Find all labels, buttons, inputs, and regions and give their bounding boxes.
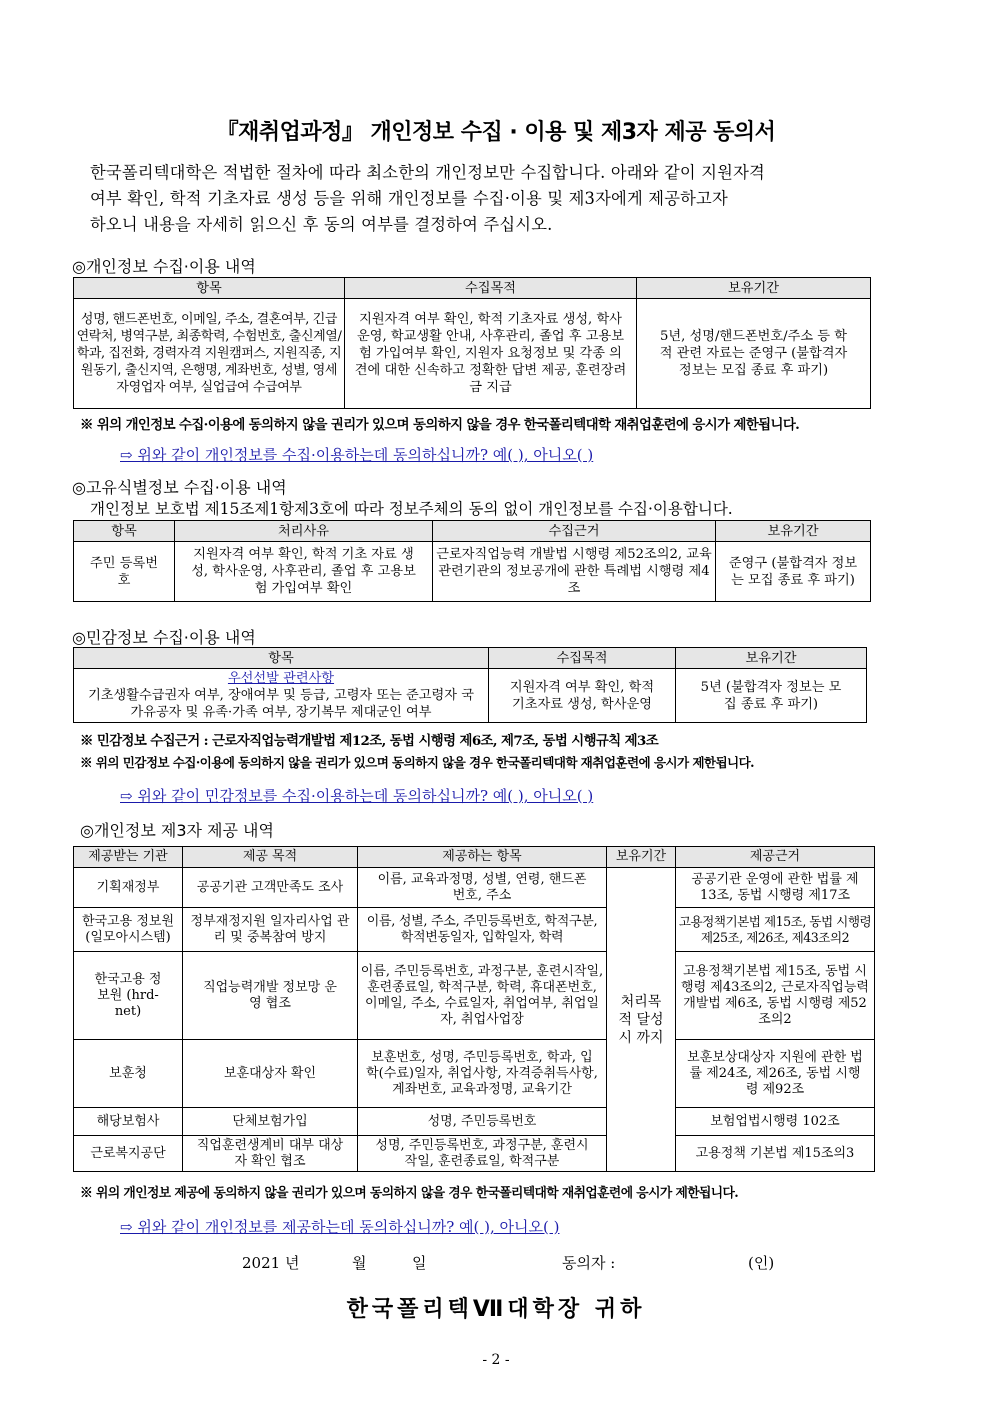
third-party-table: [73, 846, 875, 1172]
purpose: 직업훈련생계비 대부 대상자 확인 협조: [183, 1136, 358, 1172]
sensitive-table: [73, 647, 867, 723]
col-header: 제공받는 기관: [74, 847, 183, 868]
table-row: [74, 1040, 875, 1108]
personal-consent-question[interactable]: ⇨ 위와 같이 개인정보를 수집·이용하는데 동의하십니까? 예( ), 아니오( ): [120, 446, 594, 464]
unique-period: 준영구 (불합격자 정보는 모집 종료 후 파기): [716, 542, 871, 602]
sensitive-items: [74, 669, 489, 723]
signature-year: 2021 년: [242, 1254, 300, 1272]
items: 보훈번호, 성명, 주민등록번호, 학과, 입학(수료)일자, 취업사항, 자격증취득사항, 계좌번호, 교육과정명, 교육기간: [358, 1040, 607, 1108]
personal-table: [73, 277, 871, 409]
purpose: 단체보험가입: [183, 1108, 358, 1136]
sensitive-item-list: 기초생활수급권자 여부, 장애여부 및 등급, 고령자 또는 준고령자 국가유공자 및 유족·가족 여부, 장기복무 제대군인 여부: [88, 688, 474, 720]
page-number: - 2 -: [482, 1352, 510, 1368]
col-header: 보유기간: [676, 648, 867, 669]
col-header: 항목: [74, 521, 175, 542]
third-party-heading: ◎개인정보 제3자 제공 내역: [80, 821, 274, 840]
addressee: 한국폴리텍Ⅶ대학장 귀하: [346, 1297, 646, 1322]
purpose: 정부재정지원 일자리사업 관리 및 중복참여 방지: [183, 908, 358, 952]
items: 이름, 성별, 주소, 주민등록번호, 학적구분, 학적변동일자, 입학일자, 학력: [358, 908, 607, 952]
col-header: 보유기간: [716, 521, 871, 542]
col-header: 보유기간: [637, 278, 871, 299]
col-header: 항목: [74, 278, 345, 299]
org: 한국고용 정보원 (hrd-net): [74, 952, 183, 1040]
sensitive-purpose: 지원자격 여부 확인, 학적 기초자료 생성, 학사운영: [489, 669, 676, 723]
unique-description: 개인정보 보호법 제15조제1항제3호에 따라 정보주체의 동의 없이 개인정보를 수집·이용합니다.: [90, 500, 733, 518]
col-header: 보유기간: [607, 847, 676, 868]
org: 한국고용 정보원 (일모아시스템): [74, 908, 183, 952]
personal-items: 성명, 핸드폰번호, 이메일, 주소, 결혼여부, 긴급연락처, 병역구분, 최종학력, 수험번호, 출신계열/학과, 집전화, 경력자격 지원캠퍼스, 지원직종, 지원동기, 출신지역, 은행명, 계좌번호, 성별, 영세자영업자 여부, 실업급여 수급여부: [74, 299, 345, 409]
signature-day: 일: [412, 1254, 427, 1272]
sensitive-heading: ◎민감정보 수집·이용 내역: [72, 628, 256, 647]
col-header: 수집목적: [489, 648, 676, 669]
col-header: 항목: [74, 648, 489, 669]
basis: 공공기관 운영에 관한 법률 제13조, 동법 시행령 제17조: [676, 868, 875, 908]
unique-table: [73, 520, 871, 602]
personal-heading: ◎개인정보 수집·이용 내역: [72, 257, 256, 276]
col-header: 수집근거: [433, 521, 716, 542]
col-header: 처리사유: [175, 521, 433, 542]
col-header: 제공 목적: [183, 847, 358, 868]
intro-line: 여부 확인, 학적 기초자료 생성 등을 위해 개인정보를 수집·이용 및 제3자에게 제공하고자: [90, 189, 728, 208]
table-row: [74, 868, 875, 908]
org: 보훈청: [74, 1040, 183, 1108]
intro-paragraph: [90, 160, 880, 238]
sensitive-note: ※ 위의 민감정보 수집·이용에 동의하지 않을 권리가 있으며 동의하지 않을 경우 한국폴리텍대학 재취업훈련에 응시가 제한됩니다.: [80, 755, 754, 770]
purpose: 보훈대상자 확인: [183, 1040, 358, 1108]
basis: 보훈보상대상자 지원에 관한 법률 제24조, 제26조, 동법 시행령 제92조: [676, 1040, 875, 1108]
document-title: 『재취업과정』 개인정보 수집 · 이용 및 제3자 제공 동의서: [216, 120, 776, 145]
signature-seal: (인): [748, 1254, 775, 1272]
col-header: 제공하는 항목: [358, 847, 607, 868]
purpose: 공공기관 고객만족도 조사: [183, 868, 358, 908]
personal-period: 5년, 성명/핸드폰번호/주소 등 학적 관련 자료는 준영구 (불합격자 정보는 모집 종료 후 파기): [637, 299, 871, 409]
items: 이름, 주민등록번호, 과정구분, 훈련시작일, 훈련종료일, 학적구분, 학력, 휴대폰번호, 이메일, 주소, 수료일자, 취업여부, 취업일자, 취업사업장: [358, 952, 607, 1040]
org: 근로복지공단: [74, 1136, 183, 1172]
intro-line: 하오니 내용을 자세히 읽으신 후 동의 여부를 결정하여 주십시오.: [90, 215, 553, 234]
priority-selection-title: 우선선발 관련사항: [227, 671, 335, 686]
org: 기획재정부: [74, 868, 183, 908]
personal-purpose: 지원자격 여부 확인, 학적 기초자료 생성, 학사운영, 학교생활 안내, 사후관리, 졸업 후 고용보험 가입여부 확인, 지원자 요청정보 및 각종 의견에 대한 신속하고 정확한 답변 제공, 훈련장려금 지급: [345, 299, 637, 409]
table-row: [74, 1108, 875, 1136]
sensitive-period: 5년 (불합격자 정보는 모집 종료 후 파기): [676, 669, 867, 723]
table-row: [74, 1136, 875, 1172]
intro-line: 한국폴리텍대학은 적법한 절차에 따라 최소한의 개인정보만 수집합니다. 아래와 같이 지원자격: [90, 163, 765, 182]
personal-note: ※ 위의 개인정보 수집·이용에 동의하지 않을 권리가 있으며 동의하지 않을 경우 한국폴리텍대학 재취업훈련에 응시가 제한됩니다.: [80, 417, 800, 433]
sensitive-consent-question[interactable]: ⇨ 위와 같이 민감정보를 수집·이용하는데 동의하십니까? 예( ), 아니오( ): [120, 787, 594, 805]
unique-heading: ◎고유식별정보 수집·이용 내역: [72, 478, 287, 497]
items: 성명, 주민등록번호: [358, 1108, 607, 1136]
col-header: 제공근거: [676, 847, 875, 868]
third-party-note: ※ 위의 개인정보 제공에 동의하지 않을 권리가 있으며 동의하지 않을 경우 한국폴리텍대학 재취업훈련에 응시가 제한됩니다.: [80, 1186, 739, 1201]
signature-month: 월: [352, 1254, 367, 1272]
items: 성명, 주민등록번호, 과정구분, 훈련시작일, 훈련종료일, 학적구분: [358, 1136, 607, 1172]
unique-item: 주민 등록번호: [74, 542, 175, 602]
sensitive-basis-note: ※ 민감정보 수집근거 : 근로자직업능력개발법 제12조, 동법 시행령 제6조, 제7조, 동법 시행규칙 제3조: [80, 733, 659, 749]
basis: 보험업법시행령 102조: [676, 1108, 875, 1136]
basis: 고용정책기본법 제15조, 동법 시행령 제25조, 제26조, 제43조의2: [676, 908, 875, 952]
retention-period: 처리목적 달성시 까지: [607, 868, 676, 1172]
signature-consenter: 동의자 :: [562, 1254, 616, 1272]
table-row: [74, 952, 875, 1040]
items: 이름, 교육과정명, 성별, 연령, 핸드폰번호, 주소: [358, 868, 607, 908]
unique-basis: 근로자직업능력 개발법 시행령 제52조의2, 교육관련기관의 정보공개에 관한 특례법 시행령 제4조: [433, 542, 716, 602]
third-party-consent-question[interactable]: ⇨ 위와 같이 개인정보를 제공하는데 동의하십니까? 예( ), 아니오( ): [120, 1218, 560, 1236]
basis: 고용정책기본법 제15조, 동법 시행령 제43조의2, 근로자직업능력 개발법 제6조, 동법 시행령 제52조의2: [676, 952, 875, 1040]
purpose: 직업능력개발 정보망 운영 협조: [183, 952, 358, 1040]
table-row: [74, 908, 875, 952]
col-header: 수집목적: [345, 278, 637, 299]
basis: 고용정책 기본법 제15조의3: [676, 1136, 875, 1172]
org: 해당보험사: [74, 1108, 183, 1136]
unique-reason: 지원자격 여부 확인, 학적 기초 자료 생성, 학사운영, 사후관리, 졸업 후 고용보험 가입여부 확인: [175, 542, 433, 602]
